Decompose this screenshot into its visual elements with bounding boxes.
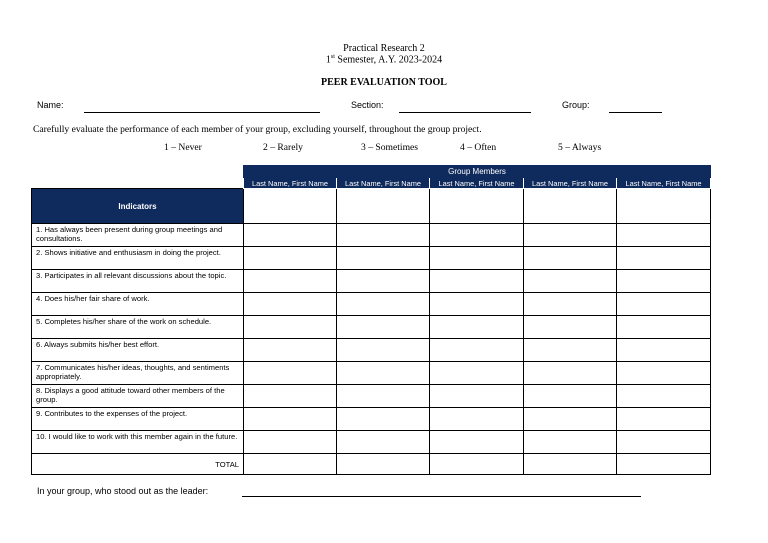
- rating-cell[interactable]: [524, 385, 617, 408]
- rating-cell[interactable]: [430, 362, 524, 385]
- rating-cell[interactable]: [244, 224, 337, 247]
- indicator-text: 8. Displays a good attitude toward other members of the group.: [32, 385, 244, 408]
- scale-item: 4 – Often: [460, 142, 497, 153]
- indicator-text: 3. Participates in all relevant discussions about the topic.: [32, 270, 244, 293]
- scale-item: 1 – Never: [164, 142, 202, 153]
- evaluation-table: [31, 165, 711, 475]
- rating-cell[interactable]: [524, 362, 617, 385]
- indicator-row: [32, 247, 711, 270]
- rating-cell[interactable]: [430, 316, 524, 339]
- total-row: [32, 454, 711, 475]
- scale-item: 2 – Rarely: [263, 142, 303, 153]
- course-title: Practical Research 2: [343, 43, 425, 54]
- indicator-row: [32, 316, 711, 339]
- leader-question: In your group, who stood out as the leader:: [37, 486, 209, 496]
- rating-cell[interactable]: [617, 293, 711, 316]
- rating-cell[interactable]: [244, 293, 337, 316]
- section-field[interactable]: [399, 112, 531, 113]
- rating-cell[interactable]: [337, 362, 430, 385]
- rating-cell[interactable]: [430, 385, 524, 408]
- indicator-row: [32, 339, 711, 362]
- blank-corner: [32, 166, 244, 178]
- rating-cell[interactable]: [244, 316, 337, 339]
- rating-cell[interactable]: [524, 408, 617, 431]
- rating-cell[interactable]: [337, 270, 430, 293]
- semester-line: [0, 54, 768, 65]
- rating-cell[interactable]: [337, 339, 430, 362]
- rating-cell[interactable]: [430, 247, 524, 270]
- rating-cell[interactable]: [524, 316, 617, 339]
- total-cell[interactable]: [337, 454, 430, 475]
- rating-cell[interactable]: [430, 293, 524, 316]
- name-field[interactable]: [84, 112, 320, 113]
- rating-cell[interactable]: [244, 385, 337, 408]
- indicator-text: 5. Completes his/her share of the work on schedule.: [32, 316, 244, 339]
- scale-item: 5 – Always: [558, 142, 602, 153]
- rating-cell[interactable]: [244, 431, 337, 454]
- rating-cell[interactable]: [524, 270, 617, 293]
- rating-cell[interactable]: [244, 339, 337, 362]
- total-cell[interactable]: [244, 454, 337, 475]
- indicator-text: 2. Shows initiative and enthusiasm in doing the project.: [32, 247, 244, 270]
- blank-corner: [32, 178, 244, 189]
- rating-cell[interactable]: [617, 224, 711, 247]
- name-label: Name:: [37, 100, 64, 110]
- rating-cell[interactable]: [524, 431, 617, 454]
- rating-cell[interactable]: [617, 431, 711, 454]
- semester-text: Semester, A.Y. 2023-2024: [334, 54, 443, 66]
- rating-cell[interactable]: [337, 408, 430, 431]
- rating-cell[interactable]: [617, 270, 711, 293]
- instructions: Carefully evaluate the performance of each member of your group, excluding yourself, throughout the group project.: [33, 124, 482, 135]
- rating-cell[interactable]: [524, 224, 617, 247]
- rating-cell[interactable]: [337, 293, 430, 316]
- rating-cell[interactable]: [617, 408, 711, 431]
- rating-cell[interactable]: [617, 339, 711, 362]
- member-column-header: Last Name, First Name: [524, 178, 617, 189]
- member-column-header: Last Name, First Name: [337, 178, 430, 189]
- indicators-header-row: [32, 189, 711, 224]
- rating-cell[interactable]: [430, 189, 524, 224]
- rating-cell[interactable]: [244, 408, 337, 431]
- group-label: Group:: [562, 100, 590, 110]
- rating-cell[interactable]: [430, 224, 524, 247]
- rating-cell[interactable]: [524, 189, 617, 224]
- total-label: TOTAL: [32, 454, 244, 475]
- semester-number: 1: [325, 54, 331, 66]
- rating-cell[interactable]: [430, 270, 524, 293]
- rating-cell[interactable]: [337, 224, 430, 247]
- rating-cell[interactable]: [337, 189, 430, 224]
- indicator-row: [32, 270, 711, 293]
- rating-cell[interactable]: [524, 339, 617, 362]
- rating-cell[interactable]: [430, 431, 524, 454]
- rating-cell[interactable]: [524, 247, 617, 270]
- member-column-header: Last Name, First Name: [617, 178, 711, 189]
- indicator-row: [32, 362, 711, 385]
- rating-cell[interactable]: [244, 247, 337, 270]
- rating-cell[interactable]: [337, 431, 430, 454]
- rating-cell[interactable]: [244, 270, 337, 293]
- indicator-text: 1. Has always been present during group meetings and consultations.: [32, 224, 244, 247]
- rating-cell[interactable]: [244, 189, 337, 224]
- rating-cell[interactable]: [617, 247, 711, 270]
- total-cell[interactable]: [524, 454, 617, 475]
- group-members-header: Group Members: [244, 166, 711, 178]
- total-cell[interactable]: [430, 454, 524, 475]
- leader-answer-field[interactable]: [242, 496, 641, 497]
- indicator-row: [32, 408, 711, 431]
- indicator-row: [32, 385, 711, 408]
- group-field[interactable]: [609, 112, 662, 113]
- section-label: Section:: [351, 100, 384, 110]
- indicator-row: [32, 293, 711, 316]
- rating-cell[interactable]: [617, 362, 711, 385]
- rating-cell[interactable]: [430, 408, 524, 431]
- indicator-row: [32, 224, 711, 247]
- rating-cell[interactable]: [337, 385, 430, 408]
- semester-suffix: st: [330, 54, 335, 60]
- indicator-text: 9. Contributes to the expenses of the project.: [32, 408, 244, 431]
- rating-cell[interactable]: [244, 362, 337, 385]
- member-column-header: Last Name, First Name: [430, 178, 524, 189]
- indicators-header: Indicators: [32, 189, 244, 224]
- indicator-text: 10. I would like to work with this member again in the future.: [32, 431, 244, 454]
- rating-cell[interactable]: [524, 293, 617, 316]
- rating-cell[interactable]: [617, 316, 711, 339]
- rating-cell[interactable]: [617, 385, 711, 408]
- rating-cell[interactable]: [337, 316, 430, 339]
- tool-title: PEER EVALUATION TOOL: [321, 77, 447, 88]
- rating-cell[interactable]: [430, 339, 524, 362]
- total-cell[interactable]: [617, 454, 711, 475]
- indicator-text: 6. Always submits his/her best effort.: [32, 339, 244, 362]
- indicator-text: 7. Communicates his/her ideas, thoughts, and sentiments appropriately.: [32, 362, 244, 385]
- rating-cell[interactable]: [337, 247, 430, 270]
- rating-cell[interactable]: [617, 189, 711, 224]
- indicator-row: [32, 431, 711, 454]
- indicator-text: 4. Does his/her fair share of work.: [32, 293, 244, 316]
- scale-item: 3 – Sometimes: [361, 142, 419, 153]
- member-column-header: Last Name, First Name: [244, 178, 337, 189]
